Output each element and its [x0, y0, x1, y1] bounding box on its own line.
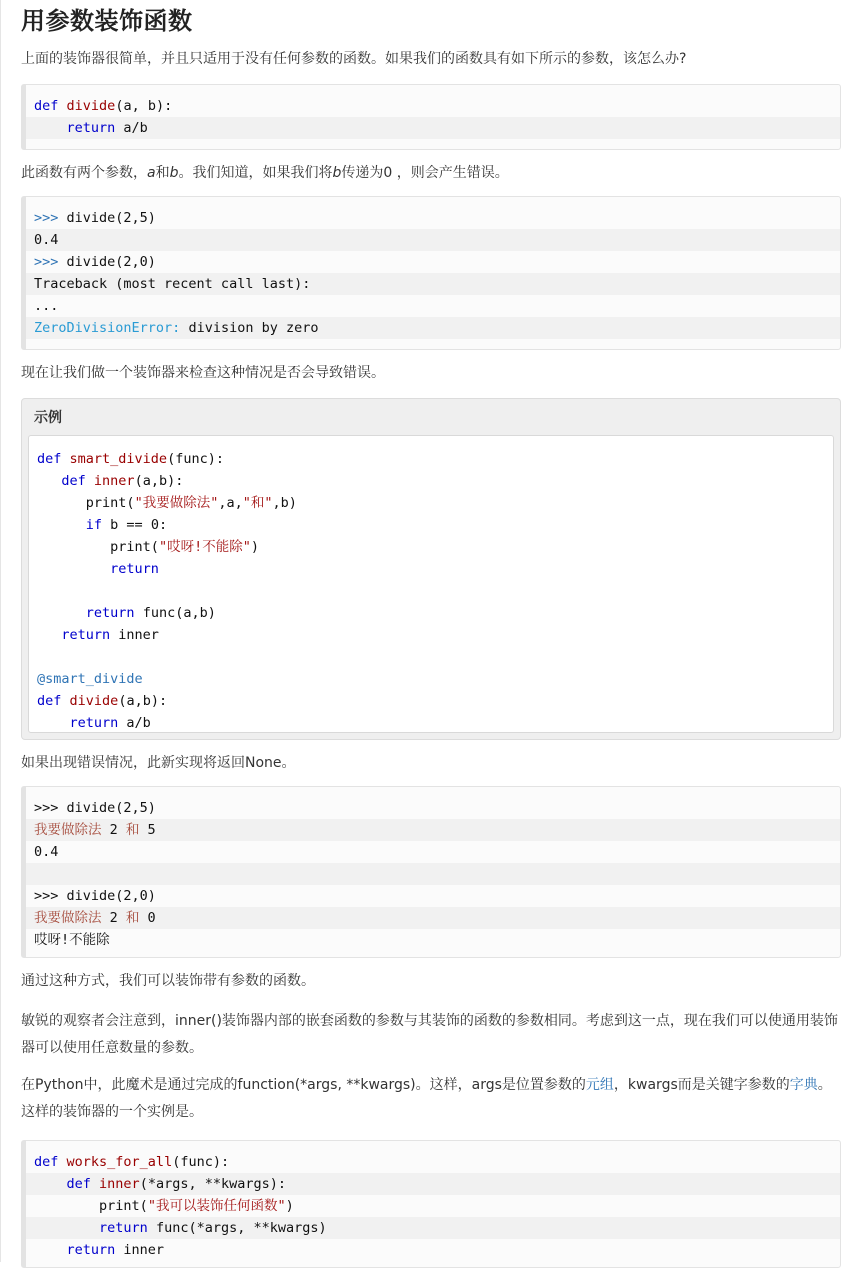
- code-block-divide: [21, 84, 841, 150]
- code-line-blank: [37, 646, 833, 668]
- code-line: return a/b: [69, 715, 151, 731]
- code-line: Traceback (most recent call last):: [26, 273, 840, 295]
- link-tuple[interactable]: 元组: [585, 1077, 614, 1093]
- code-line: ...: [34, 298, 59, 314]
- code-line: print("我可以装饰任何函数"): [99, 1198, 294, 1214]
- code-line: return a/b: [26, 117, 840, 139]
- code-line: @smart_divide: [37, 671, 143, 687]
- paragraph-decorate-args: 通过这种方式，我们可以装饰带有参数的函数。: [21, 973, 315, 989]
- code-line: def inner(a,b):: [61, 473, 184, 489]
- code-line: def smart_divide(func):: [37, 451, 224, 467]
- code-line-blank: [26, 863, 840, 885]
- intro-paragraph: 上面的装饰器很简单，并且只适用于没有任何参数的函数。如果我们的函数具有如下所示的参数，该怎么办?: [21, 51, 687, 67]
- paragraph-returns-none: 如果出现错误情况，此新实现将返回None。: [21, 755, 296, 771]
- paragraph-inner-observation: 敏锐的观察者会注意到，inner()装饰器内部的嵌套函数的参数与其装饰的函数的参数相同。考虑到这一点，现在我们可以使通用装饰器可以使用任意数量的参数。: [21, 1013, 838, 1056]
- code-line: 我要做除法 2 和 5: [26, 819, 840, 841]
- code-line: 0.4: [34, 844, 59, 860]
- code-line: 0.4: [26, 229, 840, 251]
- code-line: def works_for_all(func):: [34, 1154, 230, 1170]
- code-line: >>> divide(2,0): [34, 254, 156, 270]
- code-line: return: [110, 561, 159, 577]
- code-line: return func(a,b): [85, 605, 216, 621]
- code-line: 哎呀!不能除: [34, 932, 110, 948]
- code-line: 我要做除法 2 和 0: [26, 907, 840, 929]
- page-title: 用参数装饰函数: [21, 7, 193, 35]
- code-line-blank: [37, 580, 833, 602]
- code-line: return inner: [61, 627, 159, 643]
- code-line: return func(*args, **kwargs): [26, 1217, 840, 1239]
- paragraph-args-kwargs: 在Python中，此魔术是通过完成的function(*args, **kwargs)。这样，args是位置参数的元组，kwargs而是关键字参数的字典。这样的装饰器的一个实例是。: [21, 1077, 832, 1120]
- code-line: >>> divide(2,5): [34, 800, 156, 816]
- paragraph-decorator-check: 现在让我们做一个装饰器来检查这种情况是否会导致错误。: [21, 365, 385, 381]
- paragraph-params: 此函数有两个参数，a和b。我们知道，如果我们将b传递为0 ，则会产生错误。: [21, 165, 509, 181]
- code-line: if b == 0:: [85, 517, 168, 533]
- example-code: [28, 435, 834, 733]
- code-block-console-output: [21, 786, 841, 958]
- example-box: [21, 398, 841, 740]
- code-line: ZeroDivisionError: division by zero: [26, 317, 840, 339]
- code-line: def divide(a, b):: [34, 98, 173, 114]
- example-title: 示例: [34, 410, 62, 426]
- code-line: >>> divide(2,0): [34, 888, 156, 904]
- code-block-works-for-all: [21, 1140, 841, 1268]
- code-line: print("哎呀!不能除"): [110, 539, 259, 555]
- link-dict[interactable]: 字典: [789, 1077, 818, 1093]
- code-block-console-error: [21, 196, 841, 350]
- code-line: return inner: [66, 1242, 165, 1258]
- code-line: print("我要做除法",a,"和",b): [85, 495, 297, 511]
- code-line: def inner(*args, **kwargs):: [26, 1173, 840, 1195]
- code-line: def divide(a,b):: [37, 693, 168, 709]
- code-line: >>> divide(2,5): [34, 210, 156, 226]
